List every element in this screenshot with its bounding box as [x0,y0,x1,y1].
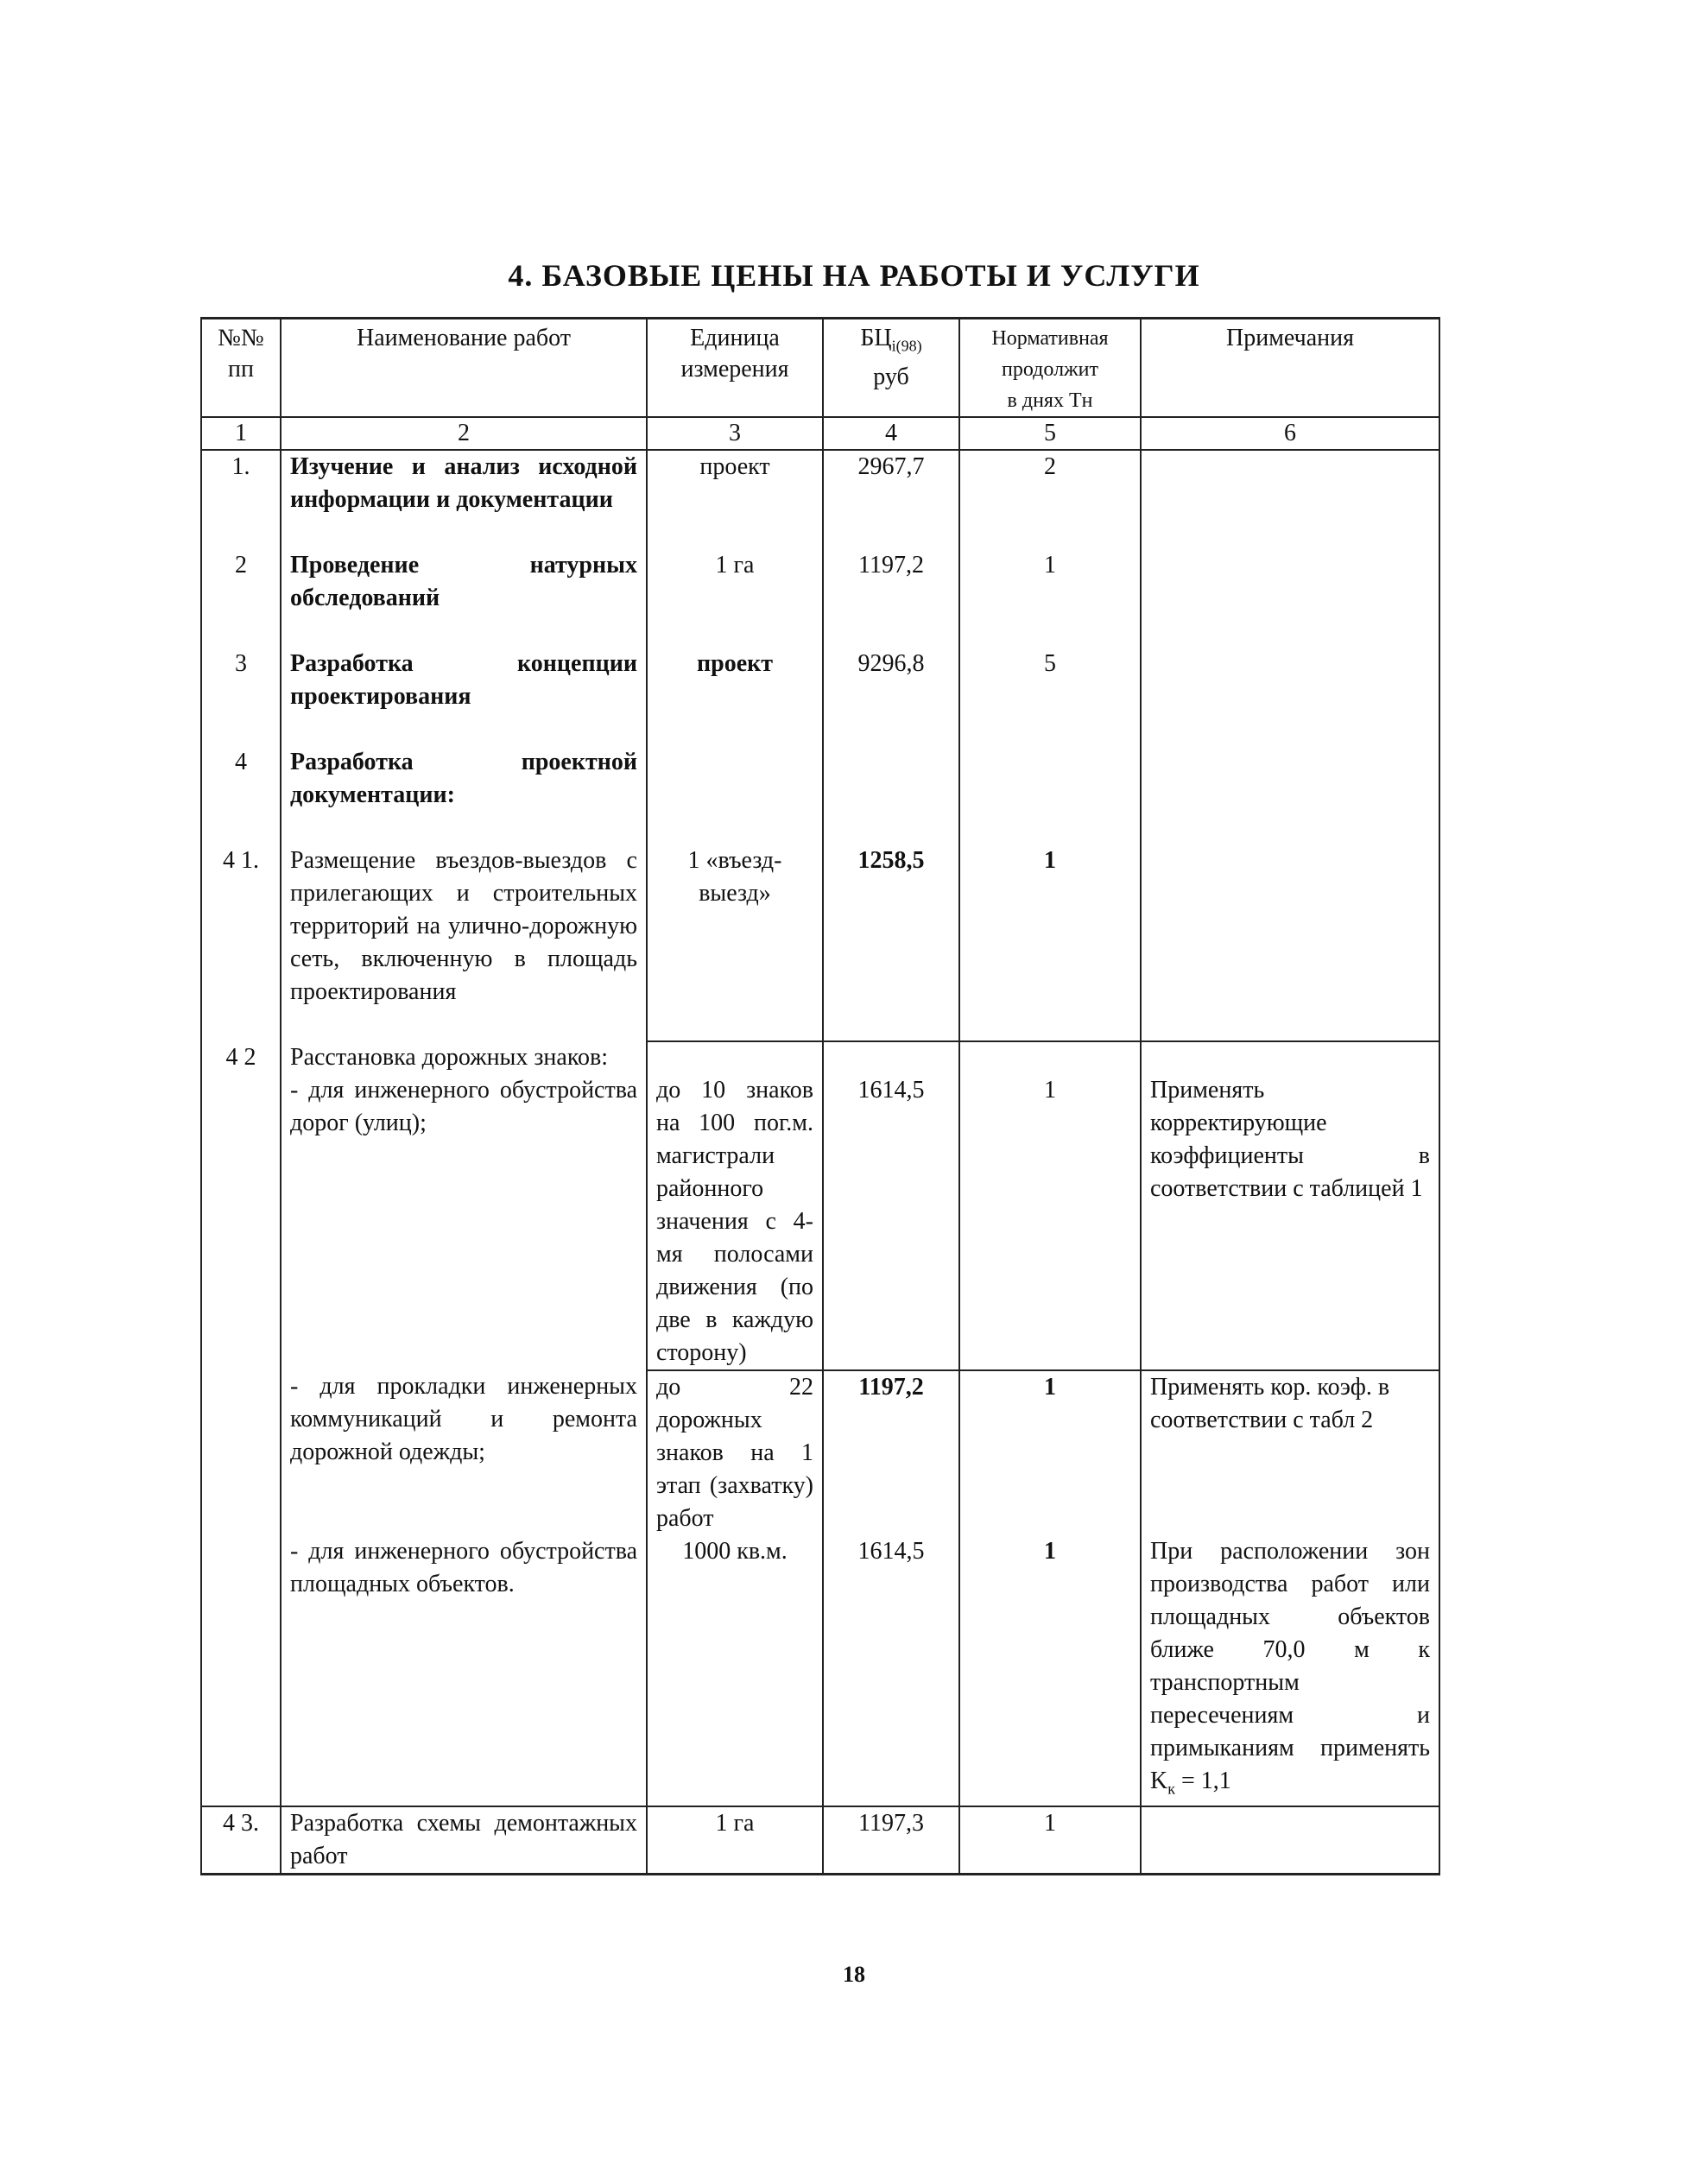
row-unit: 1000 кв.м. [647,1535,823,1806]
row-name: Проведение натурных обследований [281,549,647,615]
row-price: 2967,7 [823,450,959,516]
table-row [201,1535,1439,1806]
header-norm-line: продолжит [1002,358,1098,381]
row-name: Размещение въездов-выездов с прилегающих и строительных территорий на улично-дорожную сеть, включенную в площадь проектирования [281,844,647,1009]
column-number-row [201,417,1439,450]
row-days: 1 [959,1370,1141,1535]
col-number: 4 [823,417,959,450]
header-norm-line: Нормативная [991,327,1109,350]
header-price-line [832,323,950,362]
header-price [823,319,959,418]
header-price-sub: i(98) [891,337,922,355]
row-name: Изучение и анализ исходной информации и документации [281,450,647,516]
row-num [201,1370,281,1535]
col-number: 5 [959,417,1141,450]
row-num [201,1074,281,1370]
col-number: 2 [281,417,647,450]
row-days [959,1041,1141,1074]
header-norm-line: в днях Тн [1007,389,1093,412]
row-days: 5 [959,648,1141,713]
note-subscript: к [1167,1780,1175,1798]
row-name: - для инженерного обустройства площадных объектов. [281,1535,647,1806]
row-note [1141,1535,1439,1806]
row-name: Расстановка дорожных знаков: [281,1041,647,1074]
page-title: 4. БАЗОВЫЕ ЦЕНЫ НА РАБОТЫ И УСЛУГИ [508,258,1200,293]
row-price [823,1041,959,1074]
header-num [201,319,281,418]
header-name: Наименование работ [281,319,647,418]
price-table [200,317,1440,1875]
header-unit-line: измерения [680,356,789,383]
row-num: 4 1. [201,844,281,1009]
row-note [1141,450,1439,516]
row-price: 1197,3 [823,1806,959,1875]
row-num: 1. [201,450,281,516]
row-num: 4 [201,746,281,812]
row-days: 1 [959,549,1141,615]
table-row [201,1806,1439,1875]
row-unit: проект [647,648,823,713]
row-unit: 1 га [647,549,823,615]
row-days: 1 [959,1535,1141,1806]
row-unit: до 22 дорожных знаков на 1 этап (захватку) работ [647,1370,823,1535]
header-price-unit: руб [873,363,909,390]
table-row [201,746,1439,812]
spacer-row [201,812,1439,844]
row-note [1141,648,1439,713]
row-name: Разработка схемы демонтажных работ [281,1806,647,1875]
row-num: 4 2 [201,1041,281,1074]
row-price: 9296,8 [823,648,959,713]
row-num [201,1535,281,1806]
note-text: = 1,1 [1174,1768,1231,1794]
spacer-row [201,1009,1439,1041]
row-name: Разработка концепции проектирования [281,648,647,713]
table-row [201,1370,1439,1535]
row-note: Применять корректирующие коэффициенты в соответствии с таблицей 1 [1141,1074,1439,1370]
row-name: Разработка проектной документации: [281,746,647,812]
row-unit: проект [647,450,823,516]
row-unit: до 10 знаков на 100 пог.м. магистрали районного значения с 4-мя полосами движения (по две в каждую сторону) [647,1074,823,1370]
table-row [201,1074,1439,1370]
table-row [201,450,1439,516]
row-name: - для прокладки инженерных коммуникаций и ремонта дорожной одежды; [281,1370,647,1535]
row-days: 1 [959,844,1141,1009]
table-row [201,1041,1439,1074]
col-number: 3 [647,417,823,450]
header-price-main: БЦ [860,325,892,351]
header-num-line: №№ [218,325,264,351]
spacer-row [201,516,1439,549]
row-unit [647,1041,823,1074]
row-unit: 1 га [647,1806,823,1875]
col-number: 6 [1141,417,1439,450]
row-num: 3 [201,648,281,713]
row-unit: 1 «въезд-выезд» [647,844,823,1009]
page-number: 18 [843,1962,865,1987]
table-row [201,648,1439,713]
row-days [959,746,1141,812]
header-unit-line: Единица [690,325,780,351]
row-note [1141,844,1439,1009]
row-price: 1258,5 [823,844,959,1009]
row-days: 2 [959,450,1141,516]
row-name: - для инженерного обустройства дорог (улиц); [281,1074,647,1370]
row-note [1141,549,1439,615]
header-norm [959,319,1141,418]
row-days: 1 [959,1074,1141,1370]
row-price: 1197,2 [823,1370,959,1535]
row-unit [647,746,823,812]
row-note: Применять кор. коэф. в соответствии с табл 2 [1141,1370,1439,1535]
note-text: При расположении зон производства работ или площадных объектов ближе 70,0 м к транспортным пересечениям и примыканиям применять K [1150,1538,1430,1794]
row-note [1141,746,1439,812]
row-num: 4 3. [201,1806,281,1875]
row-note [1141,1806,1439,1875]
spacer-row [201,615,1439,648]
row-price: 1197,2 [823,549,959,615]
row-num: 2 [201,549,281,615]
row-price [823,746,959,812]
table-row [201,549,1439,615]
table-header-row [201,319,1439,418]
table-row [201,844,1439,1009]
row-price: 1614,5 [823,1535,959,1806]
header-num-line: пп [228,356,254,383]
header-note: Примечания [1141,319,1439,418]
col-number: 1 [201,417,281,450]
row-price: 1614,5 [823,1074,959,1370]
spacer-row [201,713,1439,746]
row-note [1141,1041,1439,1074]
header-unit [647,319,823,418]
row-days: 1 [959,1806,1141,1875]
